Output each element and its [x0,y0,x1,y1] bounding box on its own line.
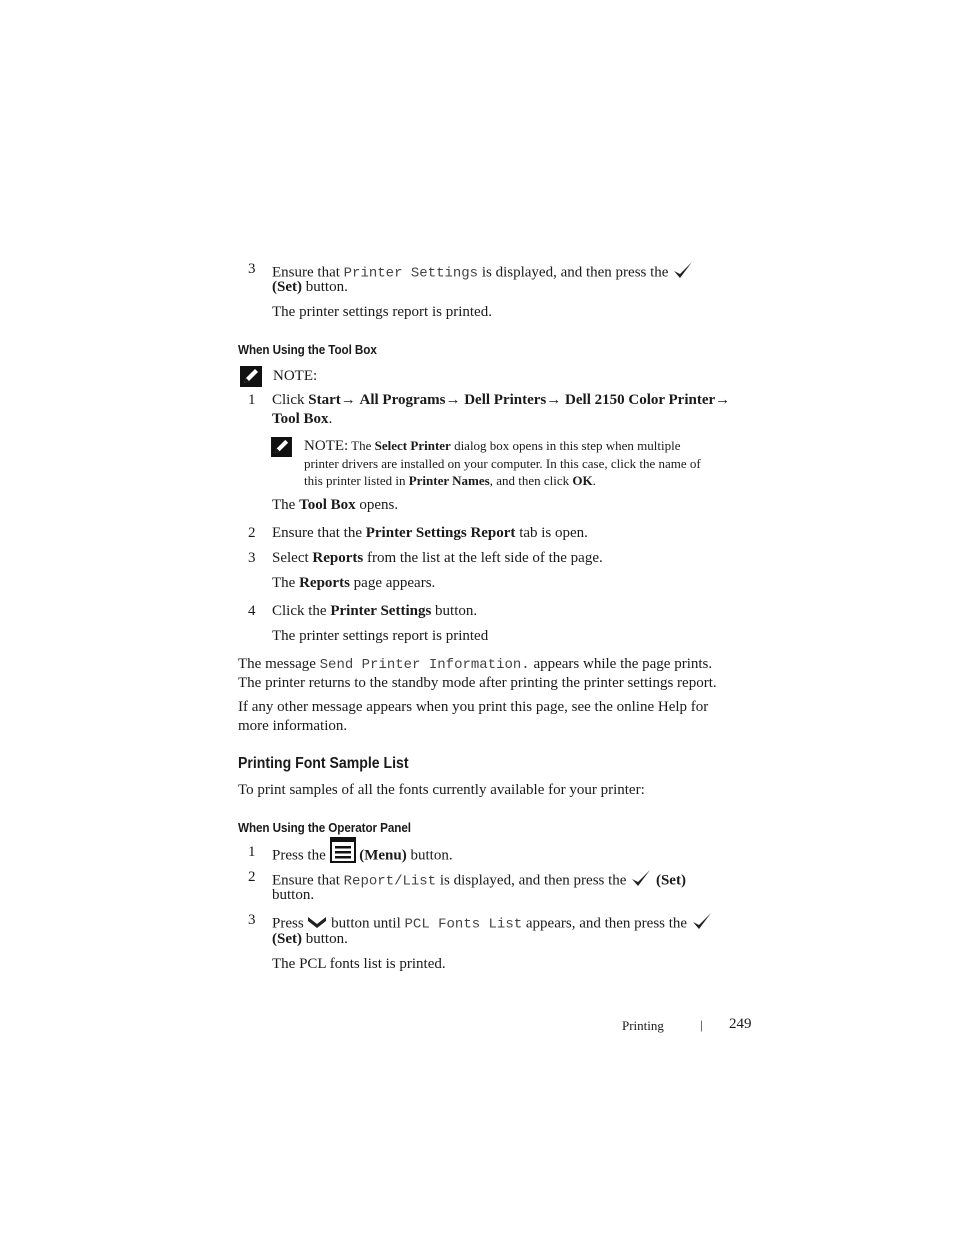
text: Select [272,550,313,566]
step-result [272,574,435,593]
period: . [328,411,333,427]
subnote-select-printer: Select Printer [374,438,451,453]
text: The [272,497,300,513]
note-pencil-icon [271,437,292,463]
set-label: (Set) [272,931,302,947]
text: Click the [272,603,331,619]
text-bold: Tool Box [299,497,356,513]
paragraph-standby: The printer returns to the standby mode after printing the printer settings report. [238,675,717,691]
check-icon [630,868,652,894]
step-text-cont: button. [272,887,315,903]
check-icon [672,260,694,286]
code-printer-settings: Printer Settings [343,265,479,282]
step-number: 3 [248,912,256,928]
step-result: The PCL fonts list is printed. [272,956,446,972]
set-label: (Set) [655,872,686,889]
page-number: 249 [729,1016,752,1032]
code-report-list: Report/List [343,873,437,890]
step-text [272,868,686,894]
subnote-ok: OK [572,473,593,488]
step-text [272,391,730,410]
text: Ensure that the [272,525,366,541]
text: is displayed, and then press the [436,872,631,889]
step-number: 1 [248,392,256,408]
step-text-pre: Ensure that [272,264,344,281]
note-label: NOTE: [273,368,318,384]
heading-operator-panel: When Using the Operator Panel [238,820,411,835]
text: Press [272,915,308,932]
text: opens. [355,497,399,513]
text: Ensure that [272,872,344,889]
set-label: (Set) [272,279,302,295]
menu-start: Start [308,392,341,408]
step-number: 2 [248,525,256,541]
subnote-text: , and then click [489,473,573,488]
paragraph-other-1: If any other message appears when you print this page, see the online Help for [238,699,709,715]
step-number: 2 [248,869,256,885]
step-number: 3 [248,550,256,566]
subnote-text: dialog box opens in this step when multiple [450,438,681,453]
step-text-cont [272,930,348,949]
step-text [272,602,477,621]
step-number: 1 [248,844,256,860]
step-text [272,549,603,568]
arrow: → [445,392,461,408]
step-text [272,843,453,869]
subnote-text: The [348,438,375,453]
menu-all-programs: All Programs [359,392,446,408]
subnote-line-2: printer drivers are installed on your computer. In this case, click the name of [304,456,701,471]
arrow: → [546,392,562,408]
menu-dell-printers: Dell Printers [464,392,547,408]
subnote-printer-names: Printer Names [408,473,490,488]
menu-icon [330,837,356,869]
step-result [272,496,398,515]
heading-font-sample: Printing Font Sample List [238,755,409,772]
step-result: The printer settings report is printed. [272,304,492,320]
text: appears while the page prints. [529,656,713,672]
step-number: 4 [248,603,256,619]
step-text [272,524,588,543]
subnote-text: . [592,473,596,488]
text: button until [331,915,405,932]
step-text-mid: is displayed, and then press the [478,264,673,281]
text-bold: Reports [312,550,364,566]
check-icon [691,911,713,937]
text: tab is open. [515,525,588,541]
step-number: 3 [248,261,256,277]
paragraph-intro: To print samples of all the fonts currently available for your printer: [238,782,645,798]
step-text-cont [272,278,348,297]
step-text-cont [272,410,332,429]
paragraph-other-2: more information. [238,718,348,734]
text-bold: Printer Settings Report [365,525,516,541]
text: button. [302,931,348,947]
paragraph-message [238,655,712,675]
step-text-post: button. [302,279,348,295]
text-bold: Printer Settings [330,603,432,619]
text: button. [431,603,478,619]
text: The [272,575,300,591]
text: Press the [272,847,330,864]
heading-tool-box: When Using the Tool Box [238,342,377,357]
menu-tool-box: Tool Box [272,411,329,427]
code-send-printer-information: Send Printer Information. [319,657,530,673]
footer-separator: | [700,1017,703,1032]
code-pcl-fonts-list: PCL Fonts List [404,916,523,933]
subnote-line-1 [304,437,680,456]
subnote-text: this printer listed in [304,473,409,488]
subnote-line-3 [304,472,596,489]
footer-section: Printing [622,1018,664,1033]
text: button. [406,847,453,864]
text: page appears. [349,575,436,591]
arrow: → [340,392,356,408]
menu-dell-2150: Dell 2150 Color Printer [565,392,716,408]
arrow: → [715,392,731,408]
text: appears, and then press the [522,915,691,932]
text: from the list at the left side of the page. [363,550,603,566]
step-result: The printer settings report is printed [272,628,489,644]
step-text-pre: Click [272,392,309,408]
subnote-label: NOTE: [304,438,349,454]
text: The message [238,656,320,672]
note-pencil-icon [240,366,262,393]
menu-label: (Menu) [359,847,407,864]
text-bold: Reports [299,575,350,591]
